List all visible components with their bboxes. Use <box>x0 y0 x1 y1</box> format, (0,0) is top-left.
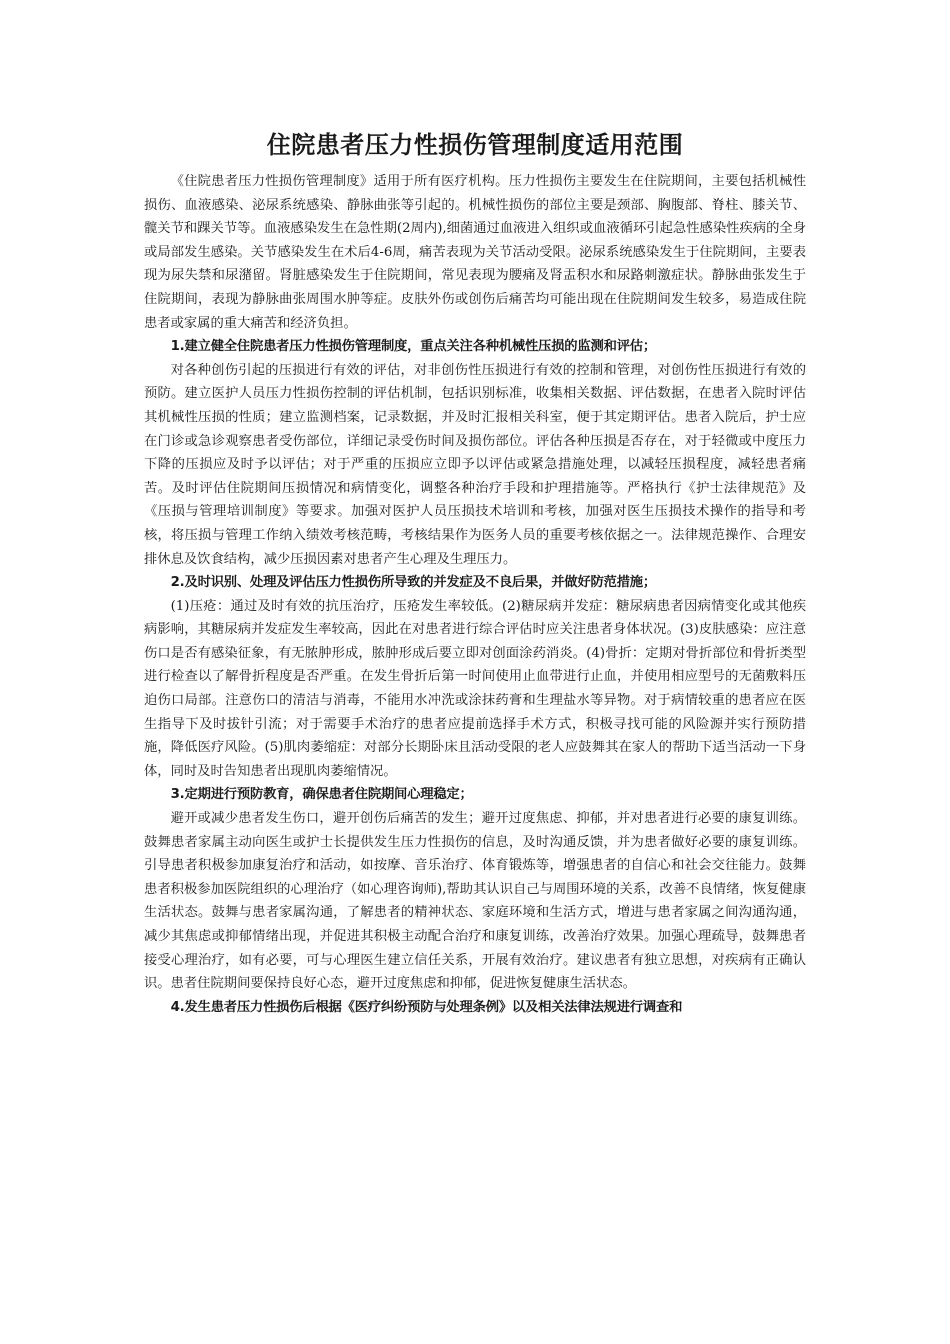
document-page <box>144 128 806 1019</box>
section-2-heading: 2.及时识别、处理及评估压力性损伤所导致的并发症及不良后果，并做好防范措施； <box>170 575 656 591</box>
section-1-body: 对各种创伤引起的压损进行有效的评估，对非创伤性压损进行有效的控制和管理，对创伤性压损进行有效的预防。建立医护人员压力性损伤控制的评估机制，包括识别标准，收集相关数据、评估数据，在患者入院时评估其机械性压损的性质；建立监测档案，记录数据，并及时汇报相关科室，便于其定期评估。患者入院后，护士应在门诊或急诊观察患者受伤部位，详细记录受伤时间及损伤部位。评估各种压损是否存在，对于轻微或中度压力下降的压损应及时予以评估；对于严重的压损应立即予以评估或紧急措施处理，以减轻压损程度，减轻患者痛苦。及时评估住院期间压损情况和病情变化，调整各种治疗手段和护理措施等。严格执行《护士法律规范》及《压损与管理培训制度》等要求。加强对医护人员压损技术培训和考核，加强对医生压损技术操作的指导和考核，将压损与管理工作纳入绩效考核范畴，考核结果作为医务人员的重要考核依据之一。法律规范操作、合理安排休息及饮食结构，减少压损因素对患者产生心理及生理压力。 <box>144 362 806 567</box>
section-4-heading: 4.发生患者压力性损伤后根据《医疗纠纷预防与处理条例》以及相关法律法规进行调查和 <box>170 999 683 1015</box>
section-3-body: 避开或减少患者发生伤口，避开创伤后痛苦的发生；避开过度焦虑、抑郁，并对患者进行必要的康复训练。鼓舞患者家属主动向医生或护士长提供发生压力性损伤的信息，及时沟通反馈，并为患者做好必要的康复训练。引导患者积极参加康复治疗和活动，如按摩、音乐治疗、体育锻炼等，增强患者的自信心和社会交往能力。鼓舞患者积极参加医院组织的心理治疗（如心理咨询师),帮助其认识自己与周围环境的关系，改善不良情绪，恢复健康生活状态。鼓舞与患者家属沟通，了解患者的精神状态、家庭环境和生活方式，增进与患者家属之间沟通沟通，减少其焦虑或抑郁情绪出现，并促进其积极主动配合治疗和康复训练，改善治疗效果。加强心理疏导，鼓舞患者接受心理治疗，如有必要，可与心理医生建立信任关系，开展有效治疗。建议患者有独立思想，对疾病有正确认识。患者住院期间要保持良好心态，避开过度焦虑和抑郁，促进恢复健康生活状态。 <box>144 811 806 992</box>
document-title: 住院患者压力性损伤管理制度适用范围 <box>266 131 684 159</box>
section-2-body: (1)压疮：通过及时有效的抗压治疗，压疮发生率较低。(2)糖尿病并发症：糖尿病患者因病情变化或其他疾病影响，其糖尿病并发症发生率较高，因此在对患者进行综合评估时应关注患者身体状况。(3)皮肤感染：应注意伤口是否有感染征象，有无脓肿形成，脓肿形成后要立即对创面涂药消炎。(4)骨折：定期对骨折部位和骨折类型进行检查以了解骨折程度是否严重。在发生骨折后第一时间使用止血带进行止血，并使用相应型号的无菌敷料压迫伤口局部。注意伤口的清洁与消毒，不能用水冲洗或涂抹药膏和生理盐水等异物。对于病情较重的患者应在医生指导下及时拔针引流；对于需要手术治疗的患者应提前选择手术方式，积极寻找可能的风险源并实行预防措施，降低医疗风险。(5)肌肉萎缩症：对部分长期卧床且活动受限的老人应鼓舞其在家人的帮助下适当活动一下身体，同时及时告知患者出现肌肉萎缩情况。 <box>144 598 806 779</box>
section-1-heading: 1.建立健全住院患者压力性损伤管理制度，重点关注各种机械性压损的监测和评估； <box>170 339 656 355</box>
intro-paragraph: 《住院患者压力性损伤管理制度》适用于所有医疗机构。压力性损伤主要发生在住院期间，主要包括机械性损伤、血液感染、泌尿系统感染、静脉曲张等引起的。机械性损伤的部位主要是颈部、胸腹部、脊柱、膝关节、髋关节和踝关节等。血液感染发生在急性期(2周内),细菌通过血液进入组织或血液循环引起急性感染性疾病的全身或局部发生感染。关节感染发生在术后4-6周，痛苦表现为关节活动受限。泌尿系统感染发生于住院期间，主要表现为尿失禁和尿潴留。肾脏感染发生于住院期间，常见表现为腰痛及肾盂积水和尿路刺激症状。静脉曲张发生于住院期间，表现为静脉曲张周围水肿等症。皮肤外伤或创伤后痛苦均可能出现在住院期间发生较多，易造成住院患者或家属的重大痛苦和经济负担。 <box>144 174 806 331</box>
section-3-heading: 3.定期进行预防教育，确保患者住院期间心理稳定； <box>170 787 473 803</box>
